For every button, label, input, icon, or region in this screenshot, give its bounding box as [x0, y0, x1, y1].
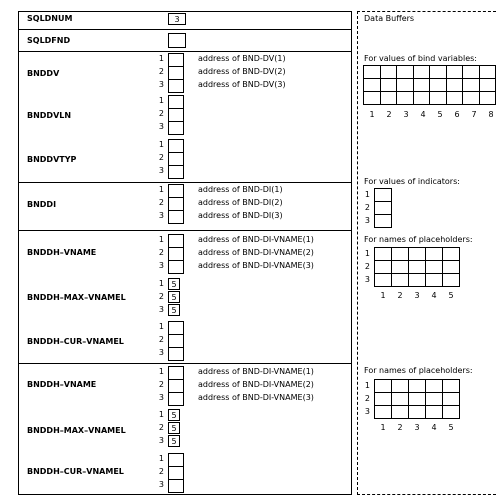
index: 3	[158, 480, 164, 489]
indicators-buffer	[374, 188, 392, 228]
address-text: address of BND-DI(2)	[198, 198, 283, 207]
sqldfnd-box	[168, 33, 186, 48]
axis-tick: 3	[414, 423, 420, 432]
index: 3	[158, 305, 164, 314]
index: 1	[158, 185, 164, 194]
bnddi-array	[168, 184, 184, 224]
address-text: address of BND-DI-VNAME(2)	[198, 248, 314, 257]
cell-divider	[168, 392, 184, 393]
cell-divider	[168, 210, 184, 211]
bind-values-buffer	[363, 65, 496, 105]
divider	[18, 363, 351, 364]
address-text: address of BND-DI-VNAME(1)	[198, 367, 314, 376]
placeholder-names-caption-2: For names of placeholders:	[364, 366, 473, 375]
index: 1	[158, 367, 164, 376]
index: 2	[158, 248, 164, 257]
index: 1	[158, 279, 164, 288]
address-text: address of BND-DI(3)	[198, 211, 283, 220]
index: 3	[158, 436, 164, 445]
bnddh-max-vnamel-label-2: BNDDH–MAX–VNAMEL	[27, 426, 126, 435]
cell-divider	[168, 334, 184, 335]
axis-tick: 8	[488, 110, 494, 119]
cur-vnamel-array	[168, 321, 184, 361]
axis-tick: 2	[397, 291, 403, 300]
index: 2	[158, 109, 164, 118]
index: 1	[158, 235, 164, 244]
index: 3	[158, 166, 164, 175]
index: 2	[158, 335, 164, 344]
row-index: 3	[364, 407, 370, 416]
cell-divider	[168, 165, 184, 166]
indicators-caption: For values of indicators:	[364, 177, 460, 186]
data-buffers-border	[357, 11, 496, 12]
divider	[18, 230, 351, 231]
axis-tick: 2	[397, 423, 403, 432]
row-index: 1	[364, 249, 370, 258]
data-buffers-title: Data Buffers	[364, 14, 415, 23]
max-vnamel-cell: 5	[168, 422, 180, 434]
row-index: 2	[364, 203, 370, 212]
axis-tick: 5	[437, 110, 443, 119]
bnddh-vname-array-2	[168, 366, 184, 406]
cell-divider	[168, 479, 184, 480]
cell-divider	[168, 379, 184, 380]
address-text: address of BND-DV(3)	[198, 80, 286, 89]
index: 3	[158, 348, 164, 357]
bnddh-max-vnamel-label: BNDDH–MAX–VNAMEL	[27, 293, 126, 302]
cell-divider	[168, 66, 184, 67]
index: 1	[158, 454, 164, 463]
index: 2	[158, 380, 164, 389]
index: 2	[158, 292, 164, 301]
axis-tick: 1	[380, 423, 386, 432]
row-index: 2	[364, 394, 370, 403]
row-index: 1	[364, 190, 370, 199]
axis-tick: 3	[403, 110, 409, 119]
cell-divider	[168, 108, 184, 109]
max-vnamel-cell: 5	[168, 409, 180, 421]
bnddh-vname-label-2: BNDDH–VNAME	[27, 380, 97, 389]
cell-divider	[168, 466, 184, 467]
address-text: address of BND-DV(2)	[198, 67, 286, 76]
index: 2	[158, 198, 164, 207]
bnddi-label: BNDDI	[27, 200, 57, 209]
axis-tick: 4	[431, 423, 437, 432]
cell-divider	[168, 260, 184, 261]
max-vnamel-cell: 5	[168, 435, 180, 447]
axis-tick: 7	[471, 110, 477, 119]
placeholder-names-buffer	[374, 247, 460, 287]
address-text: address of BND-DI-VNAME(3)	[198, 261, 314, 270]
sqldfnd-label: SQLDFND	[27, 36, 71, 45]
address-text: address of BND-DI-VNAME(1)	[198, 235, 314, 244]
bnddvtyp-array	[168, 139, 184, 179]
index: 3	[158, 261, 164, 270]
axis-tick: 4	[420, 110, 426, 119]
data-buffers-border	[357, 494, 496, 495]
row-index: 3	[364, 216, 370, 225]
axis-tick: 6	[454, 110, 460, 119]
index: 2	[158, 67, 164, 76]
axis-tick: 5	[448, 291, 454, 300]
index: 1	[158, 140, 164, 149]
cell-divider	[168, 79, 184, 80]
index: 1	[158, 96, 164, 105]
cur-vnamel-array-2	[168, 453, 184, 493]
data-buffers-border	[357, 11, 358, 495]
cell-divider	[168, 347, 184, 348]
sqldnum-label: SQLDNUM	[27, 14, 73, 23]
axis-tick: 1	[380, 291, 386, 300]
bnddvtyp-label: BNDDVTYP	[27, 155, 77, 164]
axis-tick: 4	[431, 291, 437, 300]
address-text: address of BND-DV(1)	[198, 54, 286, 63]
axis-tick: 5	[448, 423, 454, 432]
axis-tick: 3	[414, 291, 420, 300]
cell-divider	[168, 247, 184, 248]
bnddv-label: BNDDV	[27, 69, 60, 78]
cell-divider	[168, 152, 184, 153]
bnddh-cur-vnamel-label-2: BNDDH–CUR–VNAMEL	[27, 467, 124, 476]
bnddv-array	[168, 53, 184, 93]
axis-tick: 1	[369, 110, 375, 119]
max-vnamel-cell: 5	[168, 304, 180, 316]
bnddh-vname-array	[168, 234, 184, 274]
index: 1	[158, 410, 164, 419]
index: 3	[158, 80, 164, 89]
placeholder-names-buffer-2	[374, 379, 460, 419]
index: 2	[158, 423, 164, 432]
bnddvln-array	[168, 95, 184, 135]
address-text: address of BND-DI-VNAME(2)	[198, 380, 314, 389]
index: 3	[158, 393, 164, 402]
bind-values-caption: For values of bind variables:	[364, 54, 477, 63]
divider	[18, 51, 351, 52]
bnddh-vname-label: BNDDH–VNAME	[27, 248, 97, 257]
row-index: 2	[364, 262, 370, 271]
cell-divider	[168, 121, 184, 122]
address-text: address of BND-DI(1)	[198, 185, 283, 194]
index: 2	[158, 467, 164, 476]
index: 1	[158, 54, 164, 63]
placeholder-names-caption: For names of placeholders:	[364, 235, 473, 244]
row-index: 1	[364, 381, 370, 390]
address-text: address of BND-DI-VNAME(3)	[198, 393, 314, 402]
index: 1	[158, 322, 164, 331]
index: 3	[158, 211, 164, 220]
bnddh-cur-vnamel-label: BNDDH–CUR–VNAMEL	[27, 337, 124, 346]
index: 2	[158, 153, 164, 162]
index: 3	[158, 122, 164, 131]
cell-divider	[168, 197, 184, 198]
bnddvln-label: BNDDVLN	[27, 111, 72, 120]
sqldnum-value: 3	[168, 13, 186, 25]
max-vnamel-cell: 5	[168, 278, 180, 290]
max-vnamel-cell: 5	[168, 291, 180, 303]
divider	[18, 29, 351, 30]
divider	[18, 182, 351, 183]
row-index: 3	[364, 275, 370, 284]
axis-tick: 2	[386, 110, 392, 119]
